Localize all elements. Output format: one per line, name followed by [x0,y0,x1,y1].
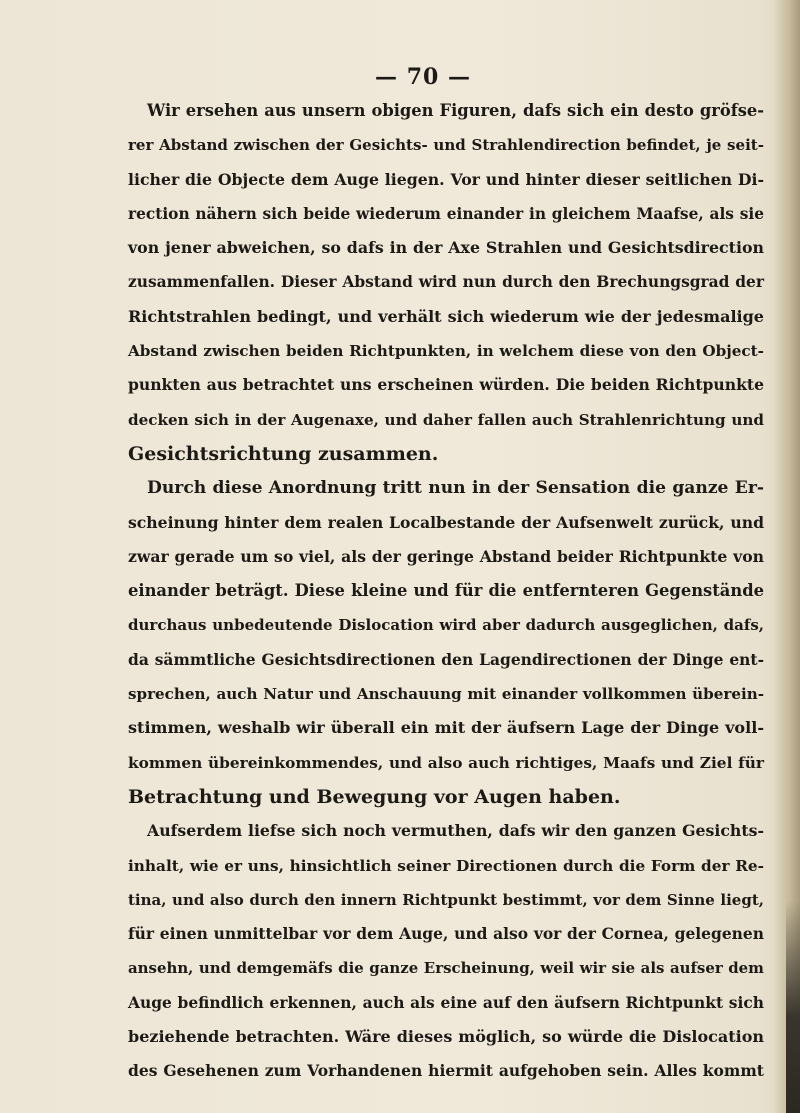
text-line: des Gesehenen zum Vorhandenen hiermit aufgehoben sein. Alles kommt [128,1061,764,1081]
text-line: kommen übereinkommendes, und also auch richtiges, Maafs und Ziel für [128,753,764,772]
page-number: — 70 — [375,64,471,90]
text-line: da sämmtliche Gesichtsdirectionen den Lagendirectionen der Dinge ent- [128,649,764,669]
binding-shadow [786,900,800,1113]
body-text [128,94,764,1089]
text-line: einander beträgt. Diese kleine und für die entfernteren Gegenstände [128,581,764,601]
text-line: Betrachtung und Bewegung vor Augen haben. [128,785,621,808]
text-line: beziehende betrachten. Wäre dieses möglich, so würde die Dislocation [128,1027,764,1047]
text-line: Gesichtsrichtung zusammen. [128,442,439,465]
text-line: zusammenfallen. Dieser Abstand wird nun durch den Brechungsgrad der [128,273,764,292]
text-line: rection nähern sich beide wiederum einander in gleichem Maafse, als sie [128,204,764,223]
text-line: rer Abstand zwischen der Gesichts- und Strahlendirection befindet, je seit- [128,136,764,155]
text-line: ansehn, und demgemäfs die ganze Erscheinung, weil wir sie als aufser dem [128,959,764,978]
text-line: sprechen, auch Natur und Anschauung mit einander vollkommen überein- [128,685,764,704]
text-line: stimmen, weshalb wir überall ein mit der äufsern Lage der Dinge voll- [128,718,764,738]
text-line: zwar gerade um so viel, als der geringe Abstand beider Richtpunkte von [128,546,764,566]
text-line: inhalt, wie er uns, hinsichtlich seiner Directionen durch die Form der Re- [128,856,764,875]
text-line: punkten aus betrachtet uns erscheinen würden. Die beiden Richtpunkte [128,375,764,395]
text-line: Durch diese Anordnung tritt nun in der Sensation die ganze Er- [147,478,764,499]
text-line: für einen unmittelbar vor dem Auge, und also vor der Cornea, gelegenen [128,924,764,944]
text-line: Auge befindlich erkennen, auch als eine auf den äufsern Richtpunkt sich [128,993,764,1012]
text-line: scheinung hinter dem realen Localbestande der Aufsenwelt zurück, und [128,512,764,532]
text-line: tina, und also durch den innern Richtpunkt bestimmt, vor dem Sinne liegt, [128,890,764,909]
text-line: decken sich in der Augenaxe, und daher fallen auch Strahlenrichtung und [128,410,764,429]
text-line: durchaus unbedeutende Dislocation wird aber dadurch ausgeglichen, dafs, [128,616,764,635]
text-line: Wir ersehen aus unsern obigen Figuren, dafs sich ein desto gröfse- [147,101,764,120]
text-line: von jener abweichen, so dafs in der Axe Strahlen und Gesichtsdirection [128,238,764,258]
text-line: Aufserdem liefse sich noch vermuthen, dafs wir den ganzen Gesichts- [147,821,764,841]
text-line: Richtstrahlen bedingt, und verhält sich wiederum wie der jedesmalige [128,306,764,326]
text-line: licher die Objecte dem Auge liegen. Vor und hinter dieser seitlichen Di- [128,169,764,189]
text-line: Abstand zwischen beiden Richtpunkten, in welchem diese von den Object- [128,342,764,361]
